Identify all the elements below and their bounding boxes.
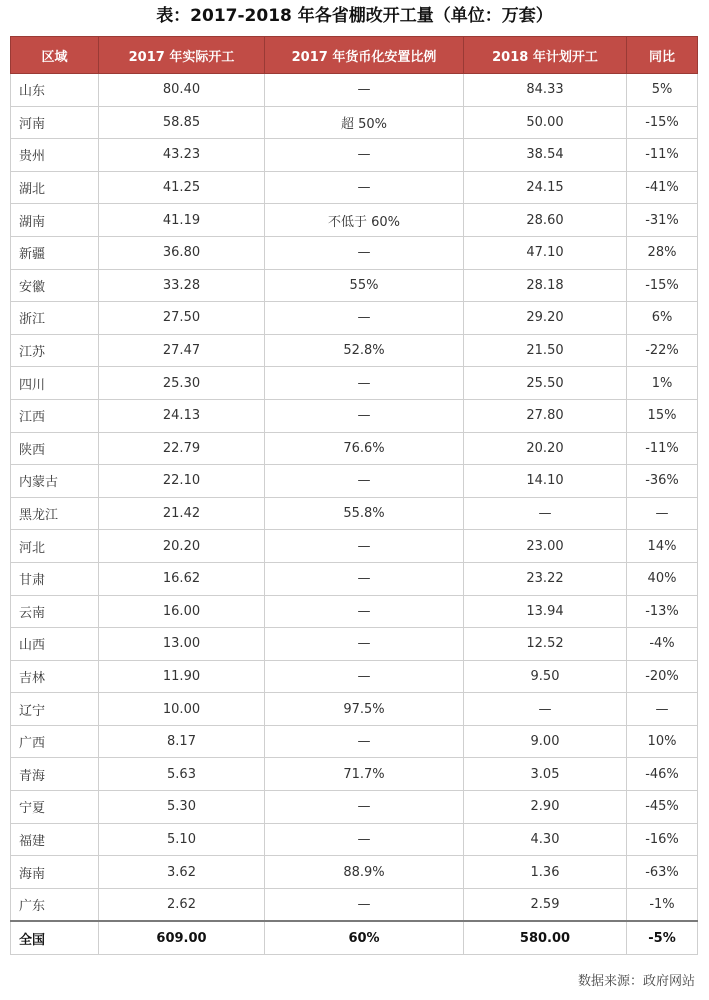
cell-2018-planned: 20.20 xyxy=(464,432,627,465)
cell-2018-planned: 9.00 xyxy=(464,725,627,758)
cell-region: 河南 xyxy=(11,106,99,139)
cell-2017-monetized-ratio: — xyxy=(265,595,464,628)
cell-2018-planned: 14.10 xyxy=(464,465,627,498)
cell-2017-actual: 8.17 xyxy=(99,725,265,758)
cell-yoy: 5% xyxy=(627,74,698,107)
cell-2017-actual: 16.00 xyxy=(99,595,265,628)
cell-2018-planned: 28.60 xyxy=(464,204,627,237)
table-row xyxy=(11,269,698,302)
table-row xyxy=(11,74,698,107)
cell-2018-planned: 23.22 xyxy=(464,562,627,595)
cell-2018-planned: 3.05 xyxy=(464,758,627,791)
cell-region: 湖北 xyxy=(11,171,99,204)
table-row xyxy=(11,791,698,824)
cell-2017-monetized-ratio: — xyxy=(265,791,464,824)
header-region: 区域 xyxy=(11,37,99,74)
cell-2017-actual: 609.00 xyxy=(99,921,265,954)
cell-region: 宁夏 xyxy=(11,791,99,824)
data-source-note: 数据来源：政府网站 xyxy=(577,974,695,989)
cell-region: 安徽 xyxy=(11,269,99,302)
data-table xyxy=(10,36,698,955)
cell-yoy: -22% xyxy=(627,334,698,367)
cell-region: 湖南 xyxy=(11,204,99,237)
cell-2017-actual: 5.10 xyxy=(99,823,265,856)
cell-2018-planned: 47.10 xyxy=(464,236,627,269)
table-row xyxy=(11,367,698,400)
cell-2018-planned: 50.00 xyxy=(464,106,627,139)
cell-region: 四川 xyxy=(11,367,99,400)
cell-2017-monetized-ratio: — xyxy=(265,660,464,693)
cell-2017-monetized-ratio: 88.9% xyxy=(265,856,464,889)
table-total-row xyxy=(11,921,698,954)
cell-2018-planned: 27.80 xyxy=(464,399,627,432)
cell-2018-planned: 1.36 xyxy=(464,856,627,889)
cell-yoy: -36% xyxy=(627,465,698,498)
table-row xyxy=(11,236,698,269)
table-row xyxy=(11,888,698,921)
cell-yoy: -5% xyxy=(627,921,698,954)
cell-2017-actual: 27.50 xyxy=(99,302,265,335)
cell-yoy: 40% xyxy=(627,562,698,595)
cell-2018-planned: 9.50 xyxy=(464,660,627,693)
cell-2018-planned: 2.90 xyxy=(464,791,627,824)
cell-2017-monetized-ratio: 不低于 60% xyxy=(265,204,464,237)
header-yoy: 同比 xyxy=(627,37,698,74)
table-row xyxy=(11,562,698,595)
cell-2017-actual: 21.42 xyxy=(99,497,265,530)
cell-2017-actual: 3.62 xyxy=(99,856,265,889)
cell-region: 海南 xyxy=(11,856,99,889)
cell-2017-actual: 24.13 xyxy=(99,399,265,432)
cell-2018-planned: 12.52 xyxy=(464,628,627,661)
cell-2017-monetized-ratio: 60% xyxy=(265,921,464,954)
cell-yoy: — xyxy=(627,497,698,530)
cell-2018-planned: — xyxy=(464,497,627,530)
table-row xyxy=(11,660,698,693)
cell-2017-monetized-ratio: — xyxy=(265,236,464,269)
table-body xyxy=(11,74,698,955)
table-row xyxy=(11,628,698,661)
cell-yoy: -15% xyxy=(627,106,698,139)
cell-region: 吉林 xyxy=(11,660,99,693)
table-row xyxy=(11,823,698,856)
cell-2017-actual: 5.63 xyxy=(99,758,265,791)
cell-2017-monetized-ratio: 55.8% xyxy=(265,497,464,530)
header-2017-actual: 2017 年实际开工 xyxy=(99,37,265,74)
header-2018-planned: 2018 年计划开工 xyxy=(464,37,627,74)
cell-2017-monetized-ratio: — xyxy=(265,628,464,661)
cell-2017-monetized-ratio: 97.5% xyxy=(265,693,464,726)
cell-2018-planned: 4.30 xyxy=(464,823,627,856)
cell-yoy: -11% xyxy=(627,139,698,172)
cell-yoy: -20% xyxy=(627,660,698,693)
cell-yoy: -31% xyxy=(627,204,698,237)
cell-2018-planned: 28.18 xyxy=(464,269,627,302)
cell-2017-monetized-ratio: — xyxy=(265,823,464,856)
table-row xyxy=(11,725,698,758)
table-row xyxy=(11,302,698,335)
cell-yoy: -4% xyxy=(627,628,698,661)
cell-2017-actual: 33.28 xyxy=(99,269,265,302)
cell-yoy: -16% xyxy=(627,823,698,856)
cell-2018-planned: 580.00 xyxy=(464,921,627,954)
cell-region: 陕西 xyxy=(11,432,99,465)
cell-2017-monetized-ratio: 52.8% xyxy=(265,334,464,367)
cell-yoy: -46% xyxy=(627,758,698,791)
cell-2018-planned: 84.33 xyxy=(464,74,627,107)
cell-2017-monetized-ratio: 55% xyxy=(265,269,464,302)
table-row xyxy=(11,106,698,139)
cell-region: 广东 xyxy=(11,888,99,921)
cell-region: 浙江 xyxy=(11,302,99,335)
cell-2017-actual: 36.80 xyxy=(99,236,265,269)
cell-yoy: -41% xyxy=(627,171,698,204)
cell-yoy: 1% xyxy=(627,367,698,400)
cell-region: 贵州 xyxy=(11,139,99,172)
cell-2017-monetized-ratio: — xyxy=(265,465,464,498)
table-row xyxy=(11,334,698,367)
cell-2017-actual: 27.47 xyxy=(99,334,265,367)
cell-2017-actual: 58.85 xyxy=(99,106,265,139)
cell-yoy: -15% xyxy=(627,269,698,302)
cell-2017-actual: 22.79 xyxy=(99,432,265,465)
cell-2017-actual: 13.00 xyxy=(99,628,265,661)
table-row xyxy=(11,758,698,791)
cell-region: 江西 xyxy=(11,399,99,432)
table-row xyxy=(11,693,698,726)
cell-region: 广西 xyxy=(11,725,99,758)
cell-yoy: -45% xyxy=(627,791,698,824)
cell-2017-monetized-ratio: 71.7% xyxy=(265,758,464,791)
cell-yoy: 10% xyxy=(627,725,698,758)
cell-yoy: -11% xyxy=(627,432,698,465)
cell-2018-planned: 25.50 xyxy=(464,367,627,400)
cell-2017-actual: 5.30 xyxy=(99,791,265,824)
cell-region: 江苏 xyxy=(11,334,99,367)
cell-2017-monetized-ratio: — xyxy=(265,302,464,335)
cell-2017-actual: 43.23 xyxy=(99,139,265,172)
table-row xyxy=(11,204,698,237)
table-row xyxy=(11,497,698,530)
cell-yoy: 14% xyxy=(627,530,698,563)
cell-region: 云南 xyxy=(11,595,99,628)
cell-2017-monetized-ratio: — xyxy=(265,562,464,595)
cell-yoy: -1% xyxy=(627,888,698,921)
table-header-row xyxy=(11,37,698,74)
cell-yoy: 6% xyxy=(627,302,698,335)
cell-region: 甘肃 xyxy=(11,562,99,595)
table-row xyxy=(11,465,698,498)
cell-yoy: — xyxy=(627,693,698,726)
cell-yoy: -63% xyxy=(627,856,698,889)
cell-region: 全国 xyxy=(11,921,99,954)
cell-2017-actual: 16.62 xyxy=(99,562,265,595)
cell-region: 黑龙江 xyxy=(11,497,99,530)
cell-2018-planned: 21.50 xyxy=(464,334,627,367)
cell-2017-monetized-ratio: — xyxy=(265,888,464,921)
cell-2018-planned: 2.59 xyxy=(464,888,627,921)
cell-region: 河北 xyxy=(11,530,99,563)
cell-2017-actual: 80.40 xyxy=(99,74,265,107)
cell-2017-monetized-ratio: — xyxy=(265,139,464,172)
cell-2017-monetized-ratio: — xyxy=(265,74,464,107)
cell-2018-planned: 13.94 xyxy=(464,595,627,628)
cell-2017-actual: 20.20 xyxy=(99,530,265,563)
cell-2017-actual: 11.90 xyxy=(99,660,265,693)
cell-region: 新疆 xyxy=(11,236,99,269)
header-2017-monetized-ratio: 2017 年货币化安置比例 xyxy=(265,37,464,74)
cell-yoy: -13% xyxy=(627,595,698,628)
table-row xyxy=(11,856,698,889)
cell-region: 福建 xyxy=(11,823,99,856)
cell-2018-planned: 38.54 xyxy=(464,139,627,172)
cell-2017-actual: 2.62 xyxy=(99,888,265,921)
cell-2017-monetized-ratio: — xyxy=(265,171,464,204)
cell-2018-planned: 29.20 xyxy=(464,302,627,335)
cell-region: 辽宁 xyxy=(11,693,99,726)
cell-2017-actual: 41.19 xyxy=(99,204,265,237)
cell-2017-monetized-ratio: 76.6% xyxy=(265,432,464,465)
table-row xyxy=(11,399,698,432)
cell-region: 山东 xyxy=(11,74,99,107)
table-row xyxy=(11,530,698,563)
cell-2017-actual: 25.30 xyxy=(99,367,265,400)
cell-2017-monetized-ratio: — xyxy=(265,399,464,432)
cell-yoy: 15% xyxy=(627,399,698,432)
cell-2017-monetized-ratio: — xyxy=(265,367,464,400)
cell-2017-monetized-ratio: — xyxy=(265,530,464,563)
cell-2018-planned: 24.15 xyxy=(464,171,627,204)
table-row xyxy=(11,139,698,172)
table-title: 表：2017-2018 年各省棚改开工量（单位：万套） xyxy=(156,6,553,26)
cell-2018-planned: — xyxy=(464,693,627,726)
table-row xyxy=(11,432,698,465)
cell-region: 山西 xyxy=(11,628,99,661)
cell-2018-planned: 23.00 xyxy=(464,530,627,563)
cell-2017-actual: 41.25 xyxy=(99,171,265,204)
cell-region: 青海 xyxy=(11,758,99,791)
cell-yoy: 28% xyxy=(627,236,698,269)
table-row xyxy=(11,595,698,628)
cell-2017-monetized-ratio: — xyxy=(265,725,464,758)
cell-region: 内蒙古 xyxy=(11,465,99,498)
table-row xyxy=(11,171,698,204)
data-table-container xyxy=(10,36,697,955)
cell-2017-actual: 22.10 xyxy=(99,465,265,498)
cell-2017-monetized-ratio: 超 50% xyxy=(265,106,464,139)
cell-2017-actual: 10.00 xyxy=(99,693,265,726)
